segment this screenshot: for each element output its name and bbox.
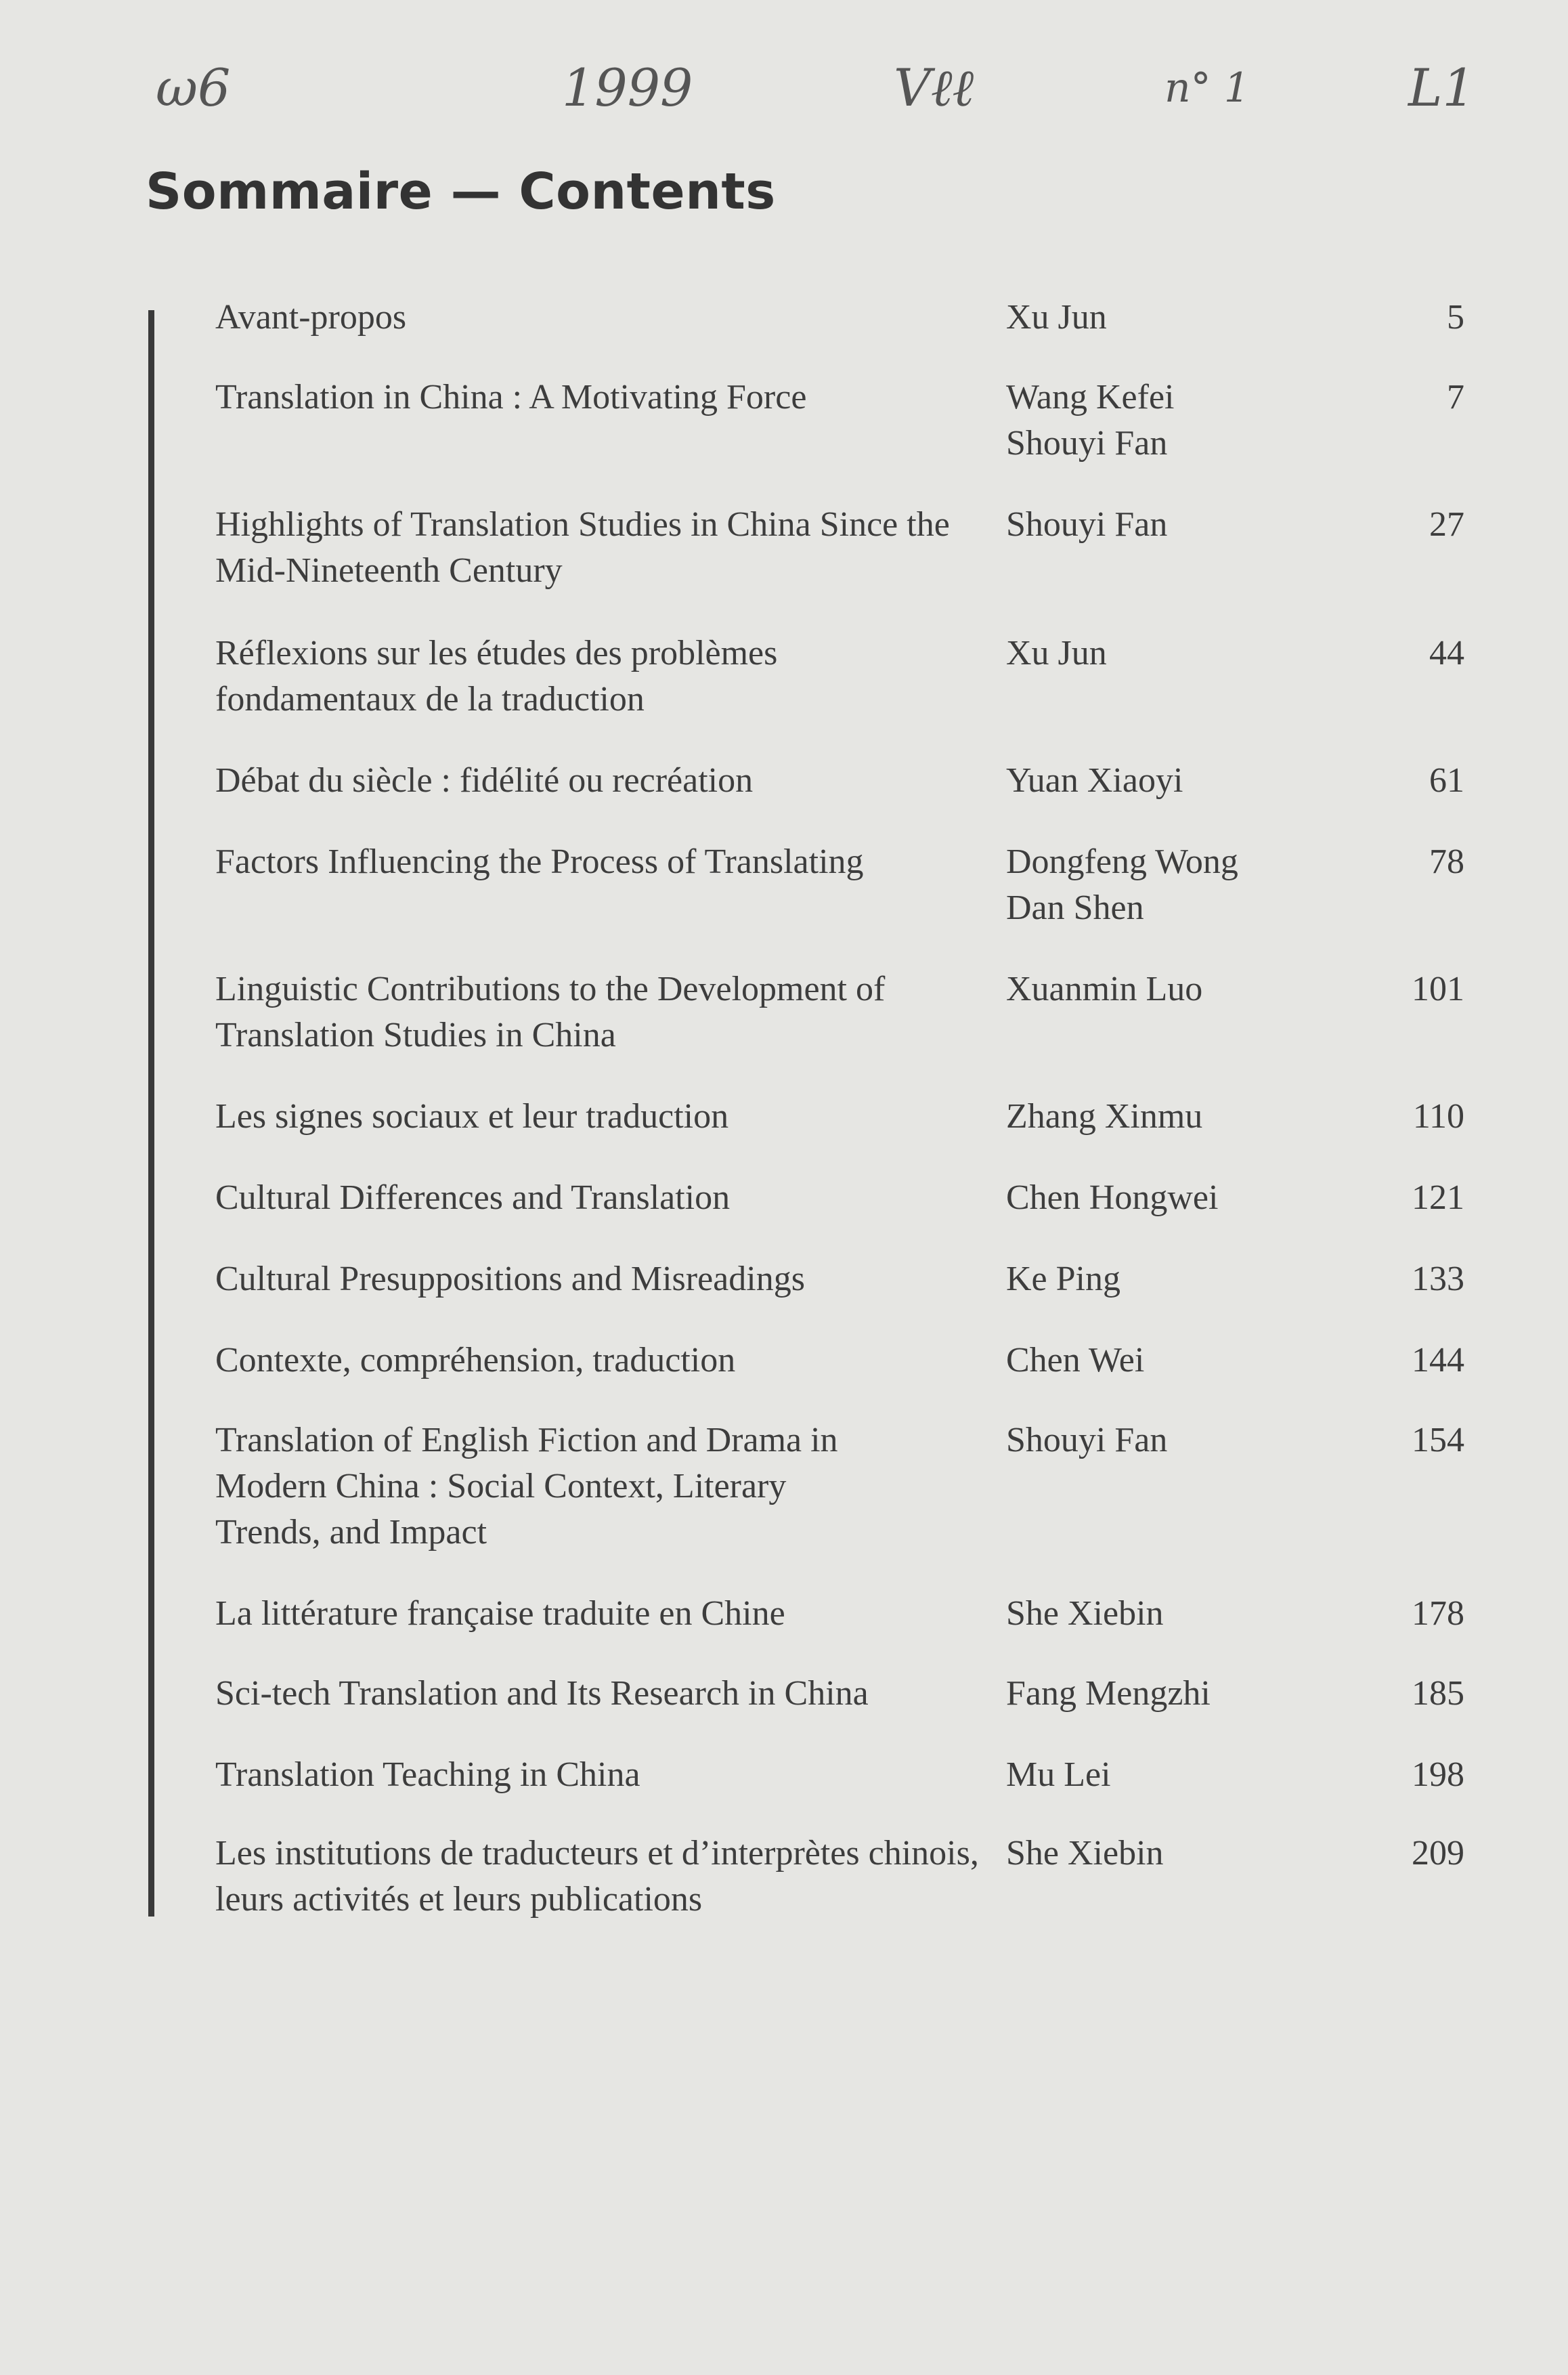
entry-page: 209 bbox=[1412, 1834, 1464, 1873]
entry-title: Linguistic Contributions to the Development of Translation Studies in China bbox=[215, 970, 886, 1054]
entry-authors bbox=[1006, 1175, 1345, 1221]
entry-title: Translation of English Fiction and Drama in Modern China : Social Context, Literary Trends, and Impact bbox=[215, 1421, 838, 1552]
toc-entry bbox=[215, 295, 1468, 375]
annotation: 1999 bbox=[562, 58, 693, 118]
entry-page: 61 bbox=[1429, 761, 1464, 800]
annotation: Vℓℓ bbox=[894, 58, 974, 118]
entry-title: Avant-propos bbox=[215, 298, 407, 337]
entry-authors bbox=[1006, 1338, 1345, 1384]
entry-author: Chen Hongwei bbox=[1006, 1178, 1219, 1217]
toc-entry bbox=[215, 502, 1468, 630]
toc-entry bbox=[215, 1094, 1468, 1175]
entry-author: Ke Ping bbox=[1006, 1260, 1120, 1298]
entry-title: Débat du siècle : fidélité ou recréation bbox=[215, 761, 754, 800]
entry-page: 27 bbox=[1429, 505, 1464, 544]
table-of-contents bbox=[215, 295, 1468, 1932]
entry-authors bbox=[1006, 839, 1345, 931]
entry-page: 178 bbox=[1412, 1594, 1464, 1633]
entry-authors bbox=[1006, 1417, 1345, 1463]
entry-author: Shouyi Fan bbox=[1006, 505, 1168, 544]
page-title: Sommaire — Contents bbox=[146, 163, 776, 221]
entry-page: 78 bbox=[1429, 842, 1464, 881]
entry-author: Yuan Xiaoyi bbox=[1006, 761, 1183, 800]
entry-author: Shouyi Fan bbox=[1006, 424, 1168, 463]
annotation: ω6 bbox=[156, 58, 231, 118]
entry-authors bbox=[1006, 1591, 1345, 1637]
entry-title: Cultural Differences and Translation bbox=[215, 1178, 731, 1217]
toc-entry bbox=[215, 1256, 1468, 1338]
entry-author: Mu Lei bbox=[1006, 1755, 1111, 1794]
toc-entry bbox=[215, 758, 1468, 839]
entry-title: Les signes sociaux et leur traduction bbox=[215, 1097, 729, 1136]
entry-authors bbox=[1006, 1831, 1345, 1877]
entry-page: 185 bbox=[1412, 1674, 1464, 1713]
entry-title: Factors Influencing the Process of Translating bbox=[215, 842, 864, 881]
entry-author: She Xiebin bbox=[1006, 1594, 1164, 1633]
entry-title: Translation in China : A Motivating Force bbox=[215, 378, 807, 416]
entry-page: 154 bbox=[1412, 1421, 1464, 1459]
entry-authors bbox=[1006, 1671, 1345, 1717]
entry-page: 101 bbox=[1412, 970, 1464, 1008]
entry-page: 44 bbox=[1429, 634, 1464, 672]
entry-author: Xuanmin Luo bbox=[1006, 970, 1203, 1008]
toc-entry bbox=[215, 375, 1468, 502]
entry-page: 133 bbox=[1412, 1260, 1464, 1298]
entry-author: Fang Mengzhi bbox=[1006, 1674, 1211, 1713]
entry-author: She Xiebin bbox=[1006, 1834, 1164, 1873]
entry-authors bbox=[1006, 758, 1345, 804]
entry-authors bbox=[1006, 1752, 1345, 1798]
handwritten-annotations bbox=[156, 58, 1510, 146]
entry-page: 7 bbox=[1447, 378, 1464, 416]
entry-page: 198 bbox=[1412, 1755, 1464, 1794]
annotation: L1 bbox=[1408, 58, 1475, 118]
entry-authors bbox=[1006, 502, 1345, 548]
toc-entry bbox=[215, 1671, 1468, 1752]
entry-author: Wang Kefei bbox=[1006, 378, 1175, 416]
entry-author: Dan Shen bbox=[1006, 889, 1144, 927]
entry-authors bbox=[1006, 1256, 1345, 1302]
annotation: n° 1 bbox=[1164, 64, 1250, 112]
entry-title: Cultural Presuppositions and Misreadings bbox=[215, 1260, 805, 1298]
entry-title: Les institutions de traducteurs et d’interprètes chinois, leurs activités et leurs publications bbox=[215, 1834, 979, 1919]
toc-entry bbox=[215, 1831, 1468, 1932]
entry-author: Xu Jun bbox=[1006, 634, 1107, 672]
toc-entry bbox=[215, 630, 1468, 758]
vertical-rule bbox=[148, 310, 154, 1917]
entry-title: La littérature française traduite en Chine bbox=[215, 1594, 785, 1633]
entry-authors bbox=[1006, 295, 1345, 341]
toc-entry bbox=[215, 1175, 1468, 1256]
entry-author: Chen Wei bbox=[1006, 1341, 1145, 1379]
toc-entry bbox=[215, 1591, 1468, 1671]
toc-entry bbox=[215, 1338, 1468, 1417]
toc-entry bbox=[215, 1417, 1468, 1591]
entry-title: Sci-tech Translation and Its Research in China bbox=[215, 1674, 869, 1713]
entry-page: 144 bbox=[1412, 1341, 1464, 1379]
entry-authors bbox=[1006, 375, 1345, 467]
entry-page: 110 bbox=[1412, 1097, 1464, 1136]
toc-entry bbox=[215, 966, 1468, 1094]
entry-author: Xu Jun bbox=[1006, 298, 1107, 337]
entry-author: Shouyi Fan bbox=[1006, 1421, 1168, 1459]
entry-title: Réflexions sur les études des problèmes fondamentaux de la traduction bbox=[215, 634, 778, 719]
entry-authors bbox=[1006, 966, 1345, 1012]
entry-author: Dongfeng Wong bbox=[1006, 842, 1238, 881]
entry-title: Highlights of Translation Studies in China Since the Mid-Nineteenth Century bbox=[215, 505, 950, 590]
entry-authors bbox=[1006, 630, 1345, 677]
entry-page: 5 bbox=[1447, 298, 1464, 337]
toc-entry bbox=[215, 839, 1468, 966]
entry-title: Translation Teaching in China bbox=[215, 1755, 640, 1794]
entry-page: 121 bbox=[1412, 1178, 1464, 1217]
entry-authors bbox=[1006, 1094, 1345, 1140]
toc-entry bbox=[215, 1752, 1468, 1831]
entry-author: Zhang Xinmu bbox=[1006, 1097, 1203, 1136]
entry-title: Contexte, compréhension, traduction bbox=[215, 1341, 736, 1379]
